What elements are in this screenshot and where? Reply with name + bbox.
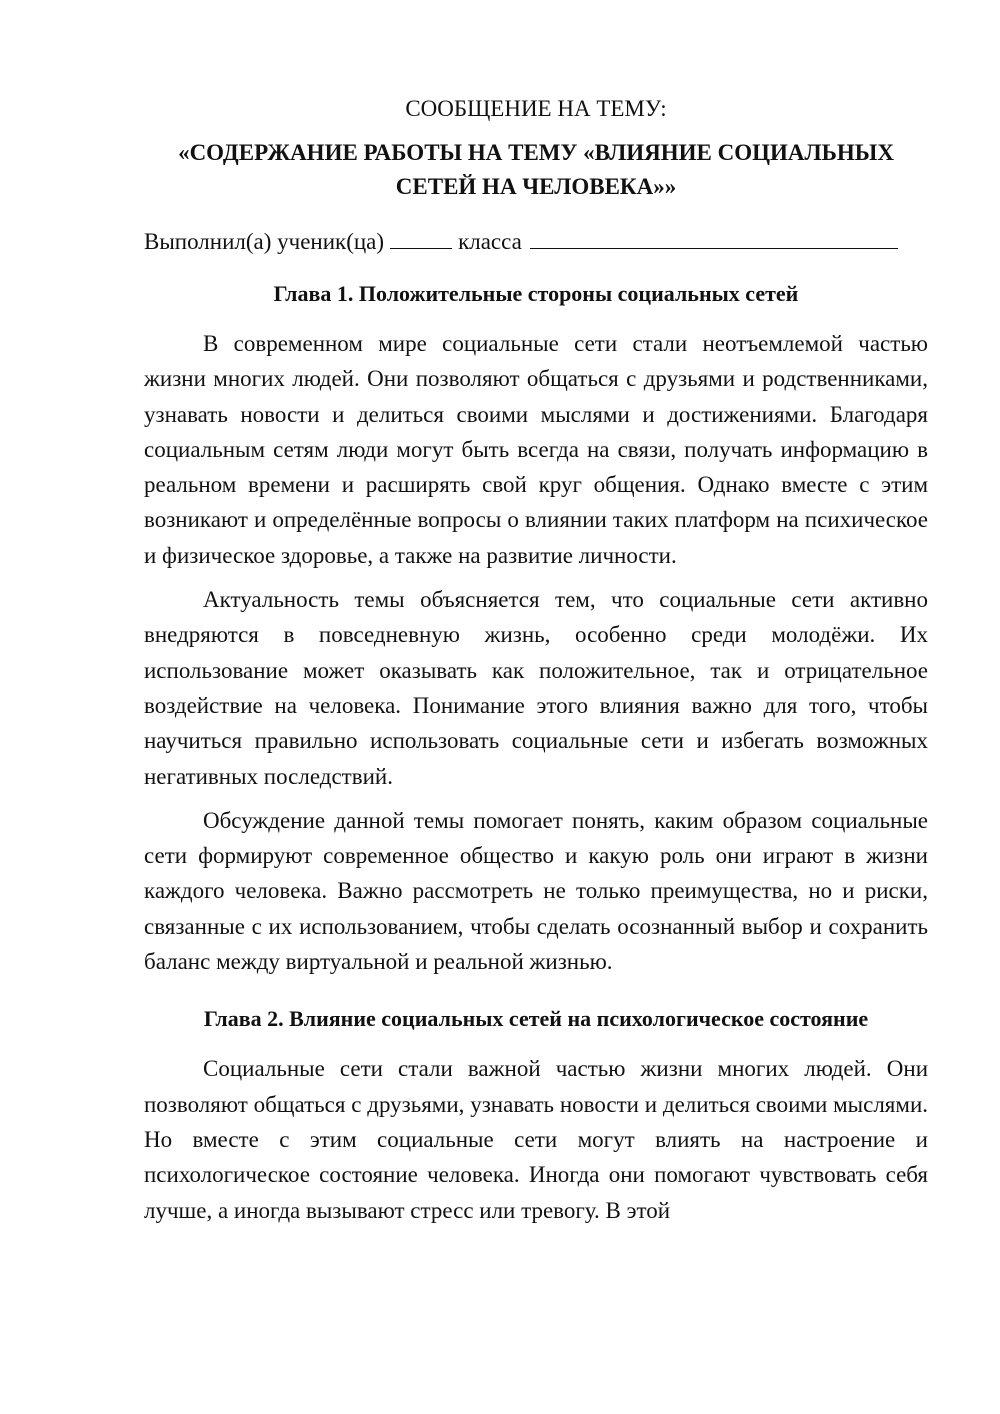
- author-prefix: Выполнил(а) ученик(ца): [144, 229, 385, 254]
- document-title-line-1: «СОДЕРЖАНИЕ РАБОТЫ НА ТЕМУ «ВЛИЯНИЕ СОЦИАЛЬНЫХ: [178, 140, 894, 165]
- chapter-1-paragraph-2: Актуальность темы объясняется тем, что социальные сети активно внедряются в повседневную жизнь, особенно среди молодёжи. Их использование может оказывать как положительное, так и отрицательное воздействие на человека. Понимание этого влияния важно для того, чтобы научиться правильно использовать социальные сети и избегать возможных негативных последствий.: [144, 587, 928, 789]
- chapter-1-title: Глава 1. Положительные стороны социальных сетей: [273, 281, 799, 306]
- chapter-1-paragraph-3: Обсуждение данной темы помогает понять, каким образом социальные сети формируют современное общество и какую роль они играют в жизни каждого человека. Важно рассмотреть не только преимущества, но и риски, связанные с их использованием, чтобы сделать осознанный выбор и сохранить баланс между виртуальной и реальной жизнью.: [144, 807, 928, 975]
- chapter-1-paragraph-1: В современном мире социальные сети стали неотъемлемой частью жизни многих людей. Они позволяют общаться с друзьями и родственниками, узнавать новости и делиться своими мыслями и достижениями. Благодаря социальным сетям люди могут быть всегда на связи, получать информацию в реальном времени и расширять свой круг общения. Однако вместе с этим возникают и определённые вопросы о влиянии таких платформ на психическое и физическое здоровье, а также на развитие личности.: [144, 331, 928, 568]
- document-title: [144, 136, 928, 204]
- document-heading: СООБЩЕНИЕ НА ТЕМУ:: [405, 96, 667, 121]
- author-class-label: класса: [458, 229, 522, 254]
- grade-blank: [390, 228, 452, 249]
- chapter-2-paragraph-1: Социальные сети стали важной частью жизни многих людей. Они позволяют общаться с друзьями, узнавать новости и делиться своими мыслями. Но вместе с этим социальные сети могут влиять на настроение и психологическое состояние человека. Иногда они помогают чувствовать себя лучше, а иногда вызывают стресс или тревогу. В этой: [144, 1056, 928, 1223]
- document-title-line-2: СЕТЕЙ НА ЧЕЛОВЕКА»»: [395, 174, 677, 199]
- document-page: [144, 88, 928, 1228]
- chapter-2-title: Глава 2. Влияние социальных сетей на психологическое состояние: [203, 1006, 869, 1032]
- author-line: [144, 224, 928, 260]
- name-blank: [530, 228, 898, 249]
